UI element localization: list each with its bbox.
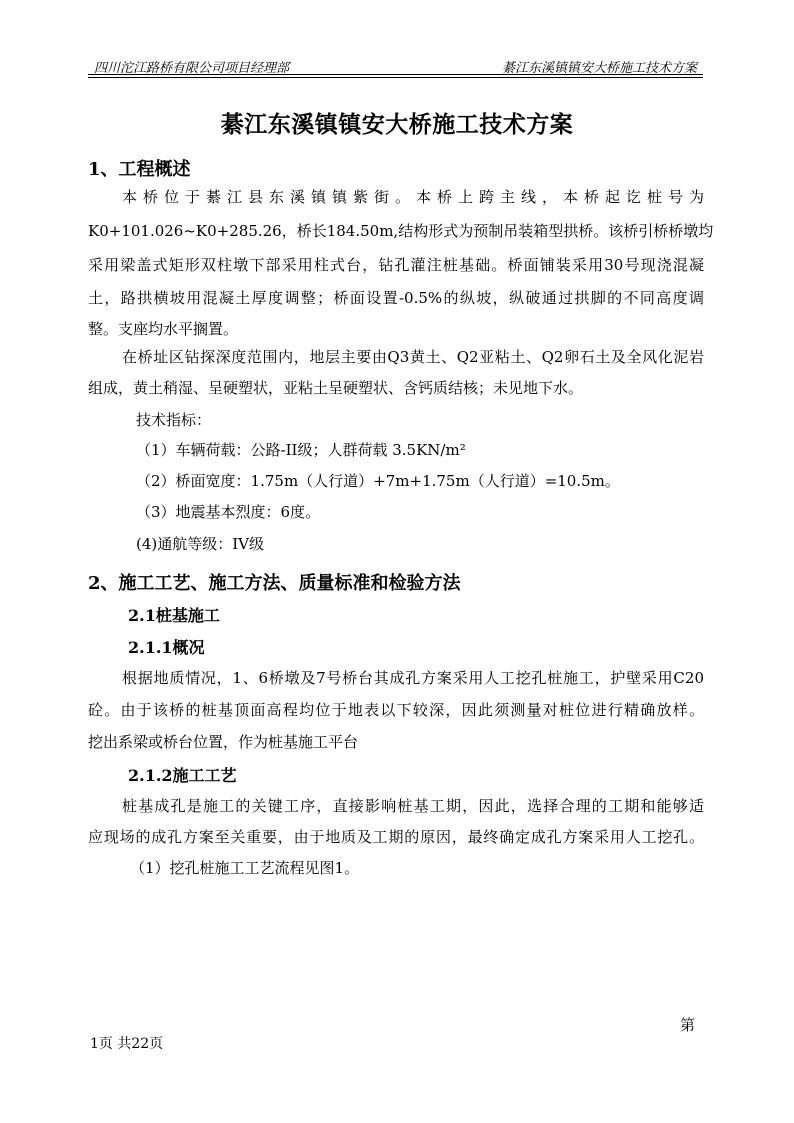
section-heading-1: 1、工程概述 xyxy=(88,159,191,180)
section-heading-2: 2、施工工艺、施工方法、质量标准和检验方法 xyxy=(88,573,461,594)
page-footer-label: 第 xyxy=(680,1016,696,1034)
paragraph-line: K0+101.026~K0+285.26，桥长184.50m,结构形式为预制吊装箱型拱桥。该桥引桥桥墩均 xyxy=(88,222,714,240)
paragraph-line: 土，路拱横坡用混凝土厚度调整；桥面设置-0.5%的纵坡，纵破通过拱脚的不同高度调 xyxy=(88,289,704,307)
tech-spec-item: (4)通航等级：IV级 xyxy=(136,535,265,553)
paragraph-line: 应现场的成孔方案至关重要，由于地质及工期的原因，最终确定成孔方案采用人工挖孔。 xyxy=(88,828,704,846)
tech-spec-item: （1）车辆荷载：公路-II级；人群荷载 3.5KN/m² xyxy=(136,441,466,459)
tech-spec-item: （2）桥面宽度：1.75m（人行道）+7m+1.75m（人行道）=10.5m。 xyxy=(136,472,620,490)
paragraph-line: 根据地质情况，1、6桥墩及7号桥台其成孔方案采用人工挖孔桩施工，护壁采用C20 xyxy=(122,669,704,687)
page-number: 1页 共22页 xyxy=(90,1036,164,1052)
header-rule xyxy=(88,74,703,75)
paragraph-line: 桩基成孔是施工的关键工序，直接影响桩基工期，因此，选择合理的工期和能够适 xyxy=(122,797,704,815)
subsection-heading: 2.1.2施工工艺 xyxy=(128,766,237,785)
paragraph-line: 本桥位于綦江县东溪镇镇紫街。本桥上跨主线，本桥起讫桩号为 xyxy=(122,188,704,206)
paragraph-line: 整。支座均水平搁置。 xyxy=(88,320,239,338)
paragraph-line: 挖出系梁或桥台位置，作为桩基施工平台 xyxy=(88,733,359,751)
tech-spec-item: （3）地震基本烈度：6度。 xyxy=(136,503,321,521)
header-rule xyxy=(88,77,703,78)
document-title: 綦江东溪镇镇安大桥施工技术方案 xyxy=(220,111,574,138)
header-company: 四川沱江路桥有限公司项目经理部 xyxy=(94,61,290,76)
paragraph-line: （1）挖孔桩施工工艺流程见图1。 xyxy=(130,859,360,877)
paragraph-line: 砼。由于该桥的桩基顶面高程均位于地表以下较深，因此须测量对桩位进行精确放样。 xyxy=(88,701,704,719)
subsection-heading: 2.1.1概况 xyxy=(128,638,205,657)
paragraph-line: 组成，黄土稍湿、呈硬塑状，亚粘土呈硬塑状、含钙质结核；未见地下水。 xyxy=(88,379,584,397)
paragraph-line: 采用梁盖式矩形双柱墩下部采用柱式台，钻孔灌注桩基础。桥面铺装采用30号现浇混凝 xyxy=(88,256,704,274)
page-header xyxy=(88,54,703,76)
paragraph-line: 在桥址区钻探深度范围内，地层主要由Q3黄土、Q2亚粘土、Q2卵石土及全风化泥岩 xyxy=(122,348,704,366)
header-doc-title: 綦江东溪镇镇安大桥施工技术方案 xyxy=(501,61,697,76)
tech-spec-label: 技术指标： xyxy=(136,411,212,429)
subsection-heading: 2.1桩基施工 xyxy=(128,606,220,625)
